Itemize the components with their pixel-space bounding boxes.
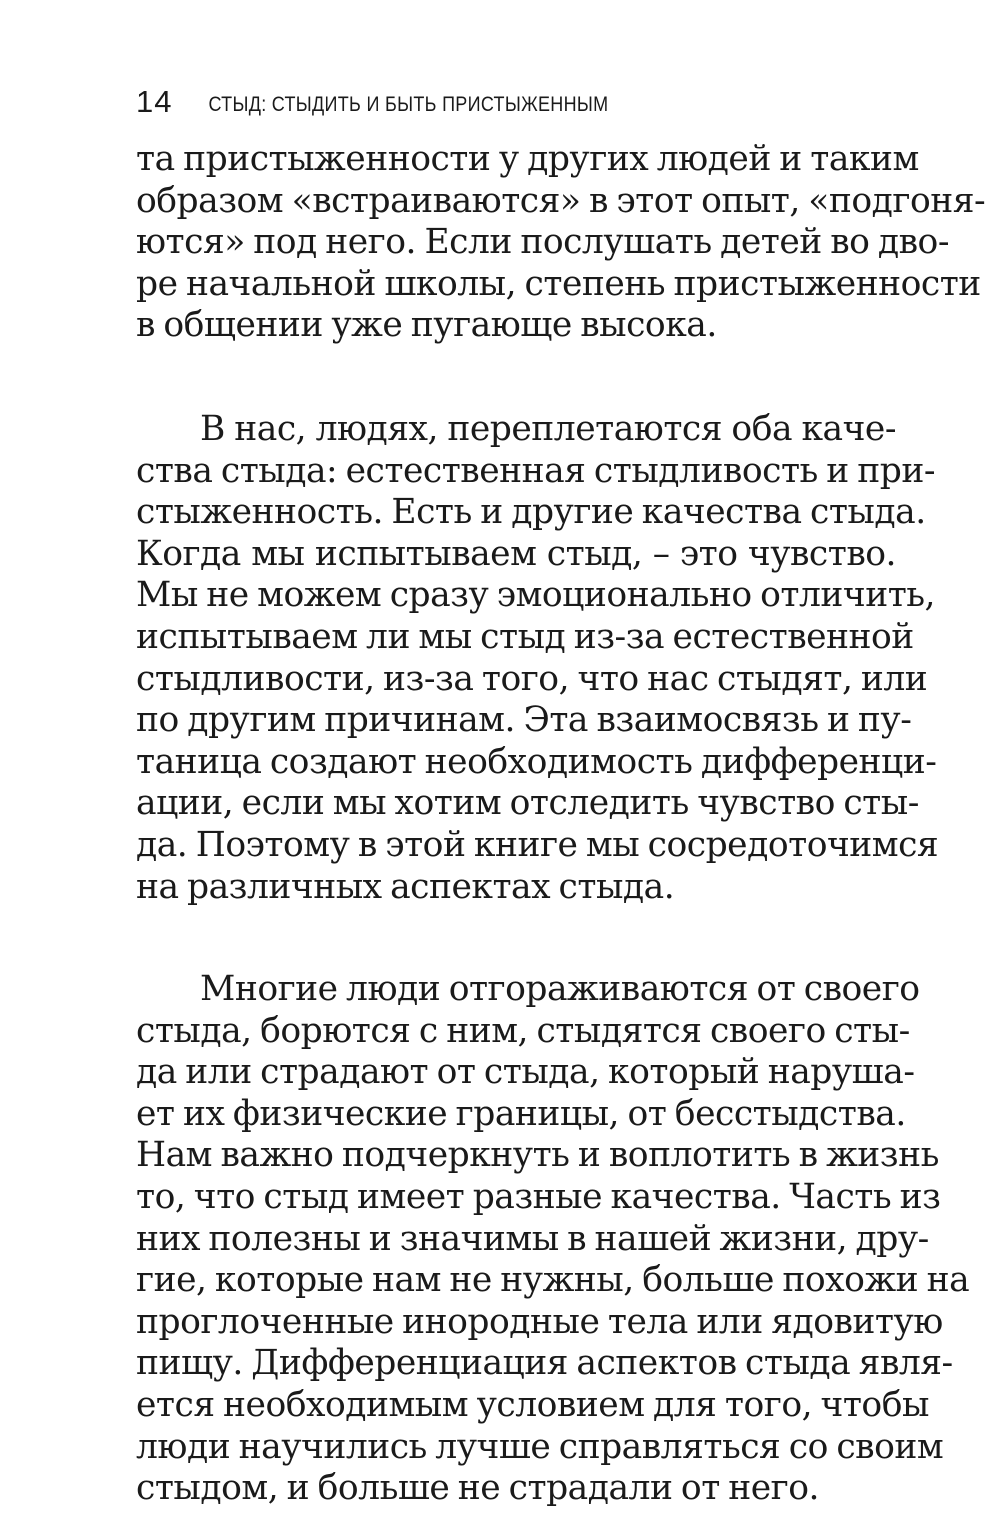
text-line: проглоченные инородные тела или ядовитую: [136, 1301, 943, 1342]
text-line: стыженность. Есть и другие качества стыда.: [136, 492, 926, 533]
text-line: ства стыда: естественная стыдливость и при-: [136, 450, 935, 491]
text-line: то, что стыд имеет разные качества. Часть из: [136, 1177, 941, 1218]
text-line: ет их физические границы, от бесстыдства.: [136, 1093, 906, 1134]
text-line: стыда, борются с ним, стыдятся своего сты-: [136, 1010, 910, 1051]
paragraph: [136, 139, 986, 347]
text-line: образом «встраиваются» в этот опыт, «подгоня-: [136, 180, 986, 221]
text-line: та пристыженности у других людей и таким: [136, 139, 919, 179]
paragraph-gap: [136, 908, 896, 969]
text-line: ации, если мы хотим отследить чувство сты-: [136, 783, 919, 824]
text-line: да. Поэтому в этой книге мы сосредоточимся: [136, 824, 939, 865]
text-line: гие, которые нам не нужны, больше похожи на: [136, 1260, 970, 1301]
text-line: Когда мы испытываем стыд, – это чувство.: [136, 533, 896, 574]
text-line: в общении уже пугающе высока.: [136, 305, 717, 346]
text-line: В нас, людях, переплетаются оба каче-: [200, 408, 896, 449]
text-line: них полезны и значимы в нашей жизни, дру-: [136, 1218, 929, 1259]
text-line: по другим причинам. Эта взаимосвязь и пу-: [136, 700, 912, 741]
text-line: ются» под него. Если послушать детей во дво-: [136, 222, 949, 263]
body-text: [136, 139, 986, 1510]
text-line: пищу. Дифференциация аспектов стыда явля-: [136, 1343, 953, 1384]
paragraph-gap: [136, 347, 896, 409]
text-line: Нам важно подчеркнуть и воплотить в жизнь: [136, 1135, 939, 1176]
text-line: ется необходимым условием для того, чтобы: [136, 1385, 929, 1426]
text-line: стыдом, и больше не страдали от него.: [136, 1468, 819, 1509]
text-line: испытываем ли мы стыд из-за естественной: [136, 616, 914, 657]
text-line: люди научились лучше справляться со своим: [136, 1426, 944, 1467]
text-line: ре начальной школы, степень пристыженности: [136, 263, 981, 304]
page-number: 14: [136, 84, 173, 119]
text-line: таница создают необходимость дифференци-: [136, 741, 937, 782]
paragraph: [136, 408, 939, 908]
running-title: СТЫД: СТЫДИТЬ И БЫТЬ ПРИСТЫЖЕННЫМ: [208, 91, 609, 116]
running-head: [136, 84, 608, 124]
text-line: на различных аспектах стыда.: [136, 866, 675, 907]
text-line: Многие люди отгораживаются от своего: [200, 969, 920, 1010]
text-line: Мы не можем сразу эмоционально отличить,: [136, 575, 936, 616]
paragraph: [136, 969, 970, 1510]
text-line: да или страдают от стыда, который наруша-: [136, 1052, 915, 1093]
text-line: стыдливости, из-за того, что нас стыдят, или: [136, 658, 928, 699]
